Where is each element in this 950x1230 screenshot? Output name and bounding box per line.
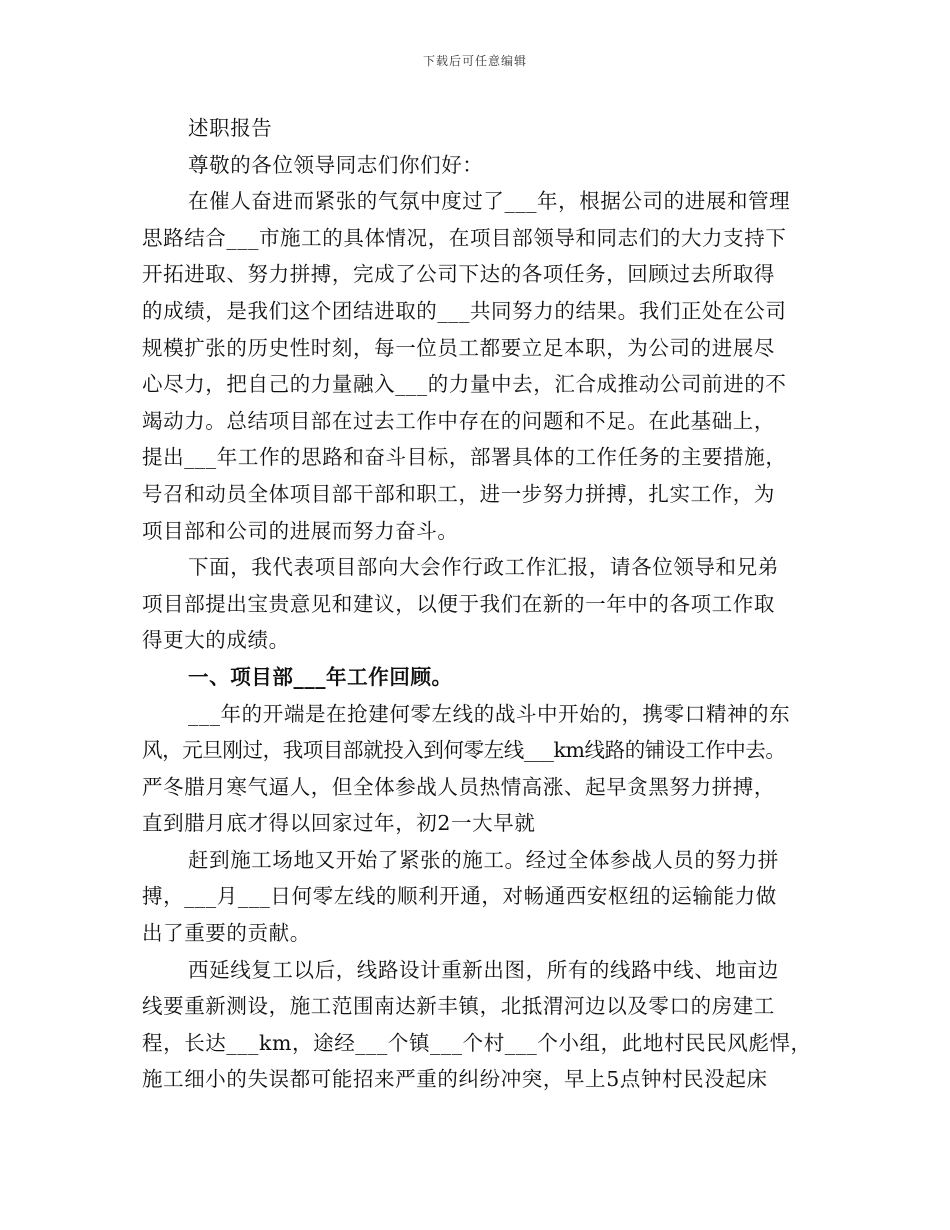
salutation: 尊敬的各位领导同志们你们好： xyxy=(188,152,484,177)
paragraph-line: 项目部提出宝贵意见和建议，以便于我们在新的一年中的各项工作取 xyxy=(142,591,775,616)
paragraph-line: 严冬腊月寒气逼人，但全体参战人员热情高涨、起早贪黑努力拼搏， xyxy=(142,774,775,799)
paragraph-line: ___年的开端是在抢建何零左线的战斗中开始的，携零口精神的东 xyxy=(188,701,791,726)
paragraph-line: 开拓进取、努力拼搏，完成了公司下达的各项任务，回顾过去所取得 xyxy=(142,262,775,287)
paragraph-line: 风，元旦刚过，我项目部就投入到何零左线___km线路的铺设工作中去。 xyxy=(142,738,786,763)
paragraph-line: 直到腊月底才得以回家过年，初2一大早就 xyxy=(142,811,536,836)
paragraph-line: 号召和动员全体项目部干部和职工，进一步努力拼搏，扎实工作，为 xyxy=(142,481,775,506)
paragraph-line: 线要重新测设，施工范围南达新丰镇，北抵渭河边以及零口的房建工 xyxy=(142,994,775,1019)
paragraph-line: 西延线复工以后，线路设计重新出图，所有的线路中线、地亩边 xyxy=(188,957,779,982)
paragraph-line: 竭动力。总结项目部在过去工作中存在的问题和不足。在此基础上， xyxy=(142,408,775,433)
section-heading: 一、项目部___年工作回顾。 xyxy=(188,664,453,689)
paragraph-line: 下面，我代表项目部向大会作行政工作汇报，请各位领导和兄弟 xyxy=(188,555,779,580)
report-title: 述职报告 xyxy=(188,116,273,140)
paragraph-line: 提出___年工作的思路和奋斗目标，部署具体的工作任务的主要措施， xyxy=(142,445,787,470)
page-header: 下载后可任意编辑 xyxy=(422,54,527,68)
paragraph-line: 施工细小的失误都可能招来严重的纠纷冲突，早上5点钟村民没起床 xyxy=(142,1067,768,1092)
paragraph-line: 规模扩张的历史性时刻，每一位员工都要立足本职，为公司的进展尽 xyxy=(142,335,775,360)
paragraph-line: 赶到施工场地又开始了紧张的施工。经过全体参战人员的努力拼 xyxy=(188,847,779,872)
paragraph-line: 在催人奋进而紧张的气氛中度过了___年，根据公司的进展和管理 xyxy=(188,189,791,214)
paragraph-line: 项目部和公司的进展而努力奋斗。 xyxy=(142,518,459,543)
document-body xyxy=(142,110,822,1098)
paragraph-line: 思路结合___市施工的具体情况，在项目部领导和同志们的大力支持下 xyxy=(142,225,787,250)
paragraph-line: 得更大的成绩。 xyxy=(142,628,290,653)
paragraph-line: 的成绩，是我们这个团结进取的___共同努力的结果。我们正处在公司 xyxy=(142,298,787,323)
paragraph-line: 心尽力，把自己的力量融入___的力量中去，汇合成推动公司前进的不 xyxy=(142,372,787,397)
paragraph-line: 程，长达___km，途经___个镇___个村___个小组，此地村民民风彪悍， xyxy=(142,1030,812,1055)
paragraph-line: 出了重要的贡献。 xyxy=(142,921,311,946)
paragraph-line: 搏，___月___日何零左线的顺利开通，对畅通西安枢纽的运输能力做 xyxy=(142,884,777,909)
